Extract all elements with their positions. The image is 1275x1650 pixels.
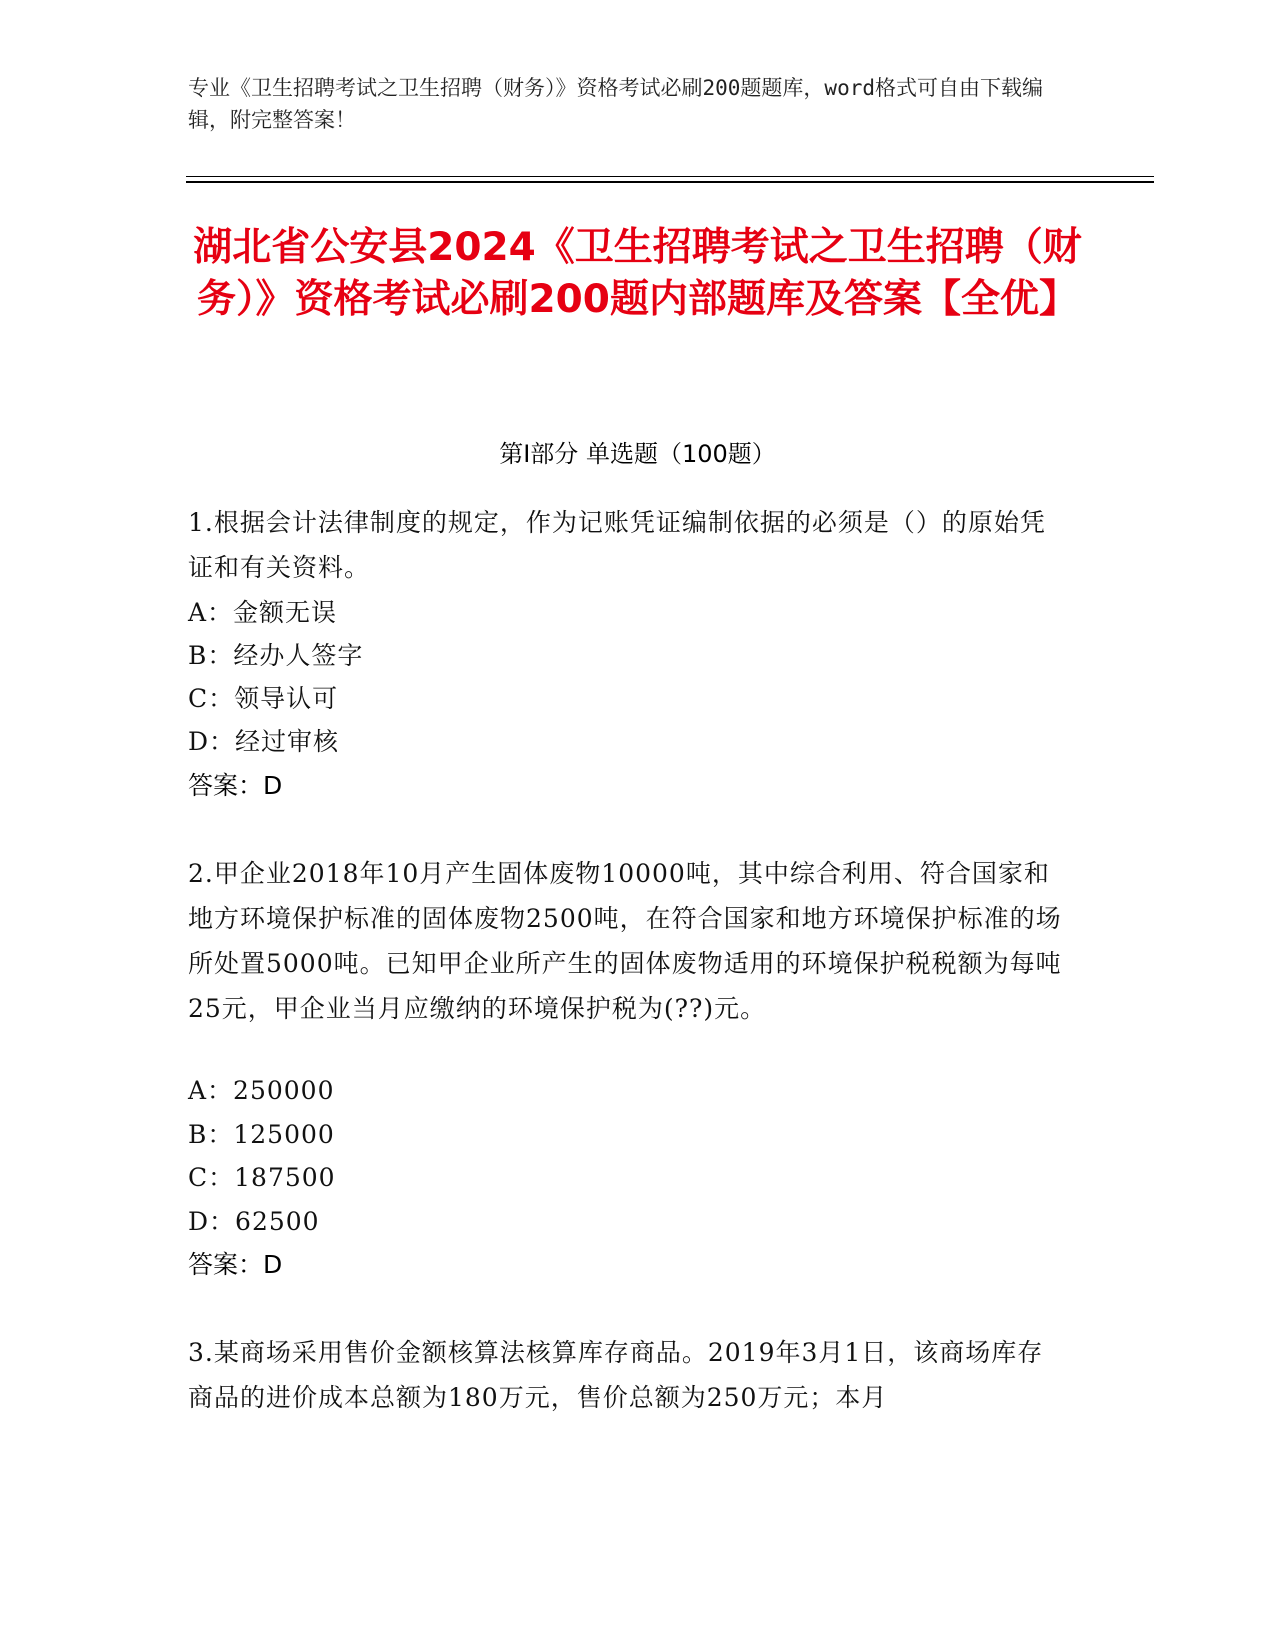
header-divider-thin [186,176,1154,177]
header-divider-thick [186,181,1154,183]
question-1-text: 1.根据会计法律制度的规定，作为记账凭证编制依据的必须是（）的原始凭证和有关资料。 [188,508,1046,582]
question-2-option-a: A：250000 [188,1076,335,1105]
question-2-text: 2.甲企业2018年10月产生固体废物10000吨，其中综合利用、符合国家和地方环境保护标准的固体废物2500吨，在符合国家和地方环境保护标准的场所处置5000吨。已知甲企业所产生的固体废物适用的环境保护税税额为每吨25元，甲企业当月应缴纳的环境保护税为(??)元。 [188,859,1062,1023]
question-2-answer: 答案：D [188,1250,283,1279]
question-2-option-d: D：62500 [188,1207,320,1236]
section-heading: 第I部分 单选题（100题） [499,440,776,468]
question-1-answer: 答案：D [188,771,283,800]
question-3-text: 3.某商场采用售价金额核算法核算库存商品。2019年3月1日，该商场库存商品的进价成本总额为180万元，售价总额为250万元；本月 [188,1338,1044,1412]
question-1-option-d: D：经过审核 [188,727,340,756]
question-2-option-b: B：125000 [188,1120,335,1149]
question-1-option-a: A：金额无误 [188,598,338,627]
question-1-option-c: C：领导认可 [188,684,339,713]
question-2-option-c: C：187500 [188,1163,336,1192]
document-title: 湖北省公安县2024《卫生招聘考试之卫生招聘（财务）》资格考试必刷200题内部题库及答案【全优】 [193,225,1082,322]
question-1-option-b: B：经办人签字 [188,641,364,670]
document-header: 专业《卫生招聘考试之卫生招聘（财务）》资格考试必刷200题题库，word格式可自由下载编辑，附完整答案！ [188,76,1043,132]
